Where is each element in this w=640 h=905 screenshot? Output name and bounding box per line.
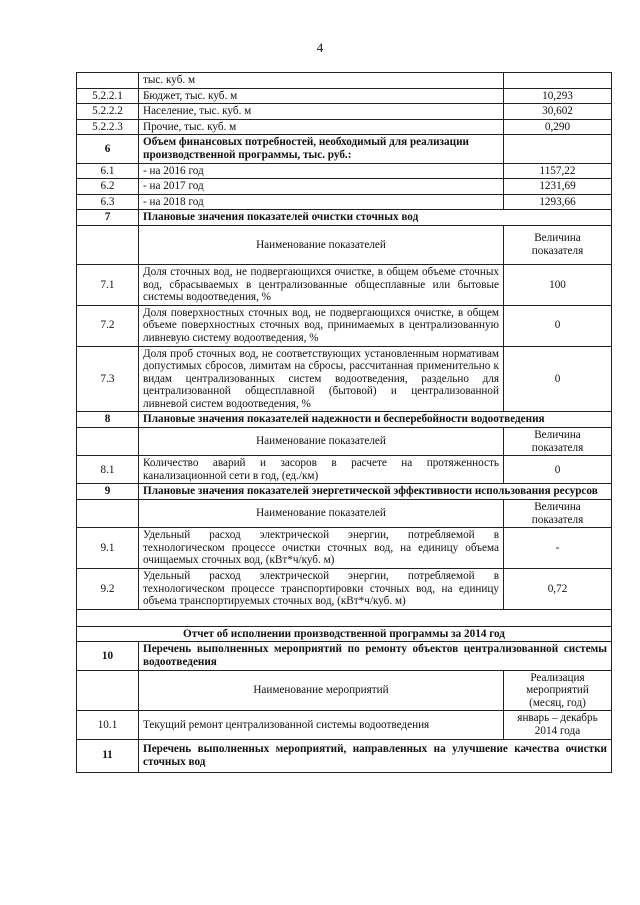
row-text: - на 2017 год — [139, 179, 504, 195]
column-header-name: Наименование показателей — [139, 225, 504, 264]
row-number — [77, 73, 139, 89]
row-value: 1157,22 — [504, 163, 612, 179]
column-header-row — [77, 670, 612, 711]
table-row — [77, 264, 612, 305]
table-row — [77, 346, 612, 412]
row-number: 5.2.2.2 — [77, 104, 139, 120]
row-text: Количество аварий и засоров в расчете на протяженность канализационной сети в год, (ед./км) — [139, 456, 504, 484]
row-value: 1231,69 — [504, 179, 612, 195]
section-number: 10 — [77, 642, 139, 670]
row-number: 6.1 — [77, 163, 139, 179]
table-row — [77, 305, 612, 346]
row-text: Текущий ремонт централизованной системы водоотведения — [139, 711, 504, 739]
row-number: 9.1 — [77, 528, 139, 569]
row-value: - — [504, 528, 612, 569]
empty-cell — [77, 500, 139, 528]
report-title-row — [77, 626, 612, 642]
column-header-value: Величина показателя — [504, 500, 612, 528]
row-number: 7.2 — [77, 305, 139, 346]
table-row — [77, 194, 612, 210]
section-8-row — [77, 412, 612, 428]
row-value: 1293,66 — [504, 194, 612, 210]
row-text: Бюджет, тыс. куб. м — [139, 88, 504, 104]
row-value: 0 — [504, 305, 612, 346]
row-text: - на 2018 год — [139, 194, 504, 210]
row-value: 0 — [504, 456, 612, 484]
table-row — [77, 528, 612, 569]
section-number: 7 — [77, 210, 139, 226]
section-11-row — [77, 739, 612, 772]
section-title: Плановые значения показателей энергетической эффективности использования ресурсов — [139, 484, 612, 500]
empty-cell — [77, 670, 139, 711]
row-number: 5.2.2.3 — [77, 119, 139, 135]
row-text: Удельный расход электрической энергии, потребляемой в технологическом процессе транспортировки сточных вод, на единицу объема транспортируемых сточных вод, (кВт*ч/куб. м) — [139, 569, 504, 610]
section-title: Плановые значения показателей надежности и бесперебойности водоотведения — [139, 412, 612, 428]
row-text: - на 2016 год — [139, 163, 504, 179]
table-row — [77, 179, 612, 195]
row-text: Доля сточных вод, не подвергающихся очистке, в общем объеме сточных вод, сбрасываемых в централизованные общесплавные или бытовые системы водоотведения, % — [139, 264, 504, 305]
row-number: 8.1 — [77, 456, 139, 484]
section-title: Плановые значения показателей очистки сточных вод — [139, 210, 612, 226]
section-title: Перечень выполненных мероприятий по ремонту объектов централизованной системы водоотведения — [139, 642, 612, 670]
row-value: 0,72 — [504, 569, 612, 610]
row-text: тыс. куб. м — [139, 73, 504, 89]
column-header-name: Наименование мероприятий — [139, 670, 504, 711]
row-number: 7.3 — [77, 346, 139, 412]
column-header-row — [77, 500, 612, 528]
row-text: Население, тыс. куб. м — [139, 104, 504, 120]
row-text: Удельный расход электрической энергии, потребляемой в технологическом процессе очистки сточных вод, на единицу объема очищаемых сточных вод, (кВт*ч/куб. м) — [139, 528, 504, 569]
row-value: 10,293 — [504, 88, 612, 104]
row-text: Прочие, тыс. куб. м — [139, 119, 504, 135]
table-row — [77, 456, 612, 484]
table-row — [77, 104, 612, 120]
empty-cell — [504, 135, 612, 163]
row-number: 6.3 — [77, 194, 139, 210]
section-6-row — [77, 135, 612, 163]
empty-cell — [77, 225, 139, 264]
row-text: Доля проб сточных вод, не соответствующих установленным нормативам допустимых сбросов, лимитам на сбросы, рассчитанная применительно к видам централизованных систем водоотведения, раздельно для централизованной общесплавной (бытовой) и централизованной ливневой систем водоотведения, % — [139, 346, 504, 412]
row-text: Доля поверхностных сточных вод, не подвергающихся очистке, в общем объеме поверхностных сточных вод, принимаемых в централизованную ливневую систему водоотведения, % — [139, 305, 504, 346]
table-row — [77, 569, 612, 610]
row-value: январь – декабрь 2014 года — [504, 711, 612, 739]
table-row — [77, 119, 612, 135]
column-header-row — [77, 225, 612, 264]
report-title: Отчет об исполнении производственной программы за 2014 год — [77, 626, 612, 642]
table-row — [77, 711, 612, 739]
column-header-name: Наименование показателей — [139, 428, 504, 456]
column-header-value: Величина показателя — [504, 225, 612, 264]
program-table — [76, 72, 612, 773]
section-number: 6 — [77, 135, 139, 163]
column-header-value: Реализация мероприятий (месяц, год) — [504, 670, 612, 711]
blank-row — [77, 609, 612, 626]
table-row — [77, 88, 612, 104]
column-header-row — [77, 428, 612, 456]
section-title: Перечень выполненных мероприятий, направленных на улучшение качества очистки сточных вод — [139, 739, 612, 772]
section-9-row — [77, 484, 612, 500]
row-value: 0 — [504, 346, 612, 412]
section-number: 9 — [77, 484, 139, 500]
section-number: 8 — [77, 412, 139, 428]
column-header-name: Наименование показателей — [139, 500, 504, 528]
table-row — [77, 163, 612, 179]
row-value — [504, 73, 612, 89]
empty-cell — [77, 609, 612, 626]
row-number: 7.1 — [77, 264, 139, 305]
row-number: 10.1 — [77, 711, 139, 739]
row-number: 6.2 — [77, 179, 139, 195]
section-title: Объем финансовых потребностей, необходимый для реализации производственной программы, тыс. руб.: — [139, 135, 504, 163]
row-value: 0,290 — [504, 119, 612, 135]
row-value: 100 — [504, 264, 612, 305]
section-7-row — [77, 210, 612, 226]
section-10-row — [77, 642, 612, 670]
page-number: 4 — [316, 40, 324, 55]
column-header-value: Величина показателя — [504, 428, 612, 456]
table-row — [77, 73, 612, 89]
row-number: 9.2 — [77, 569, 139, 610]
row-value: 30,602 — [504, 104, 612, 120]
section-number: 11 — [77, 739, 139, 772]
empty-cell — [77, 428, 139, 456]
row-number: 5.2.2.1 — [77, 88, 139, 104]
